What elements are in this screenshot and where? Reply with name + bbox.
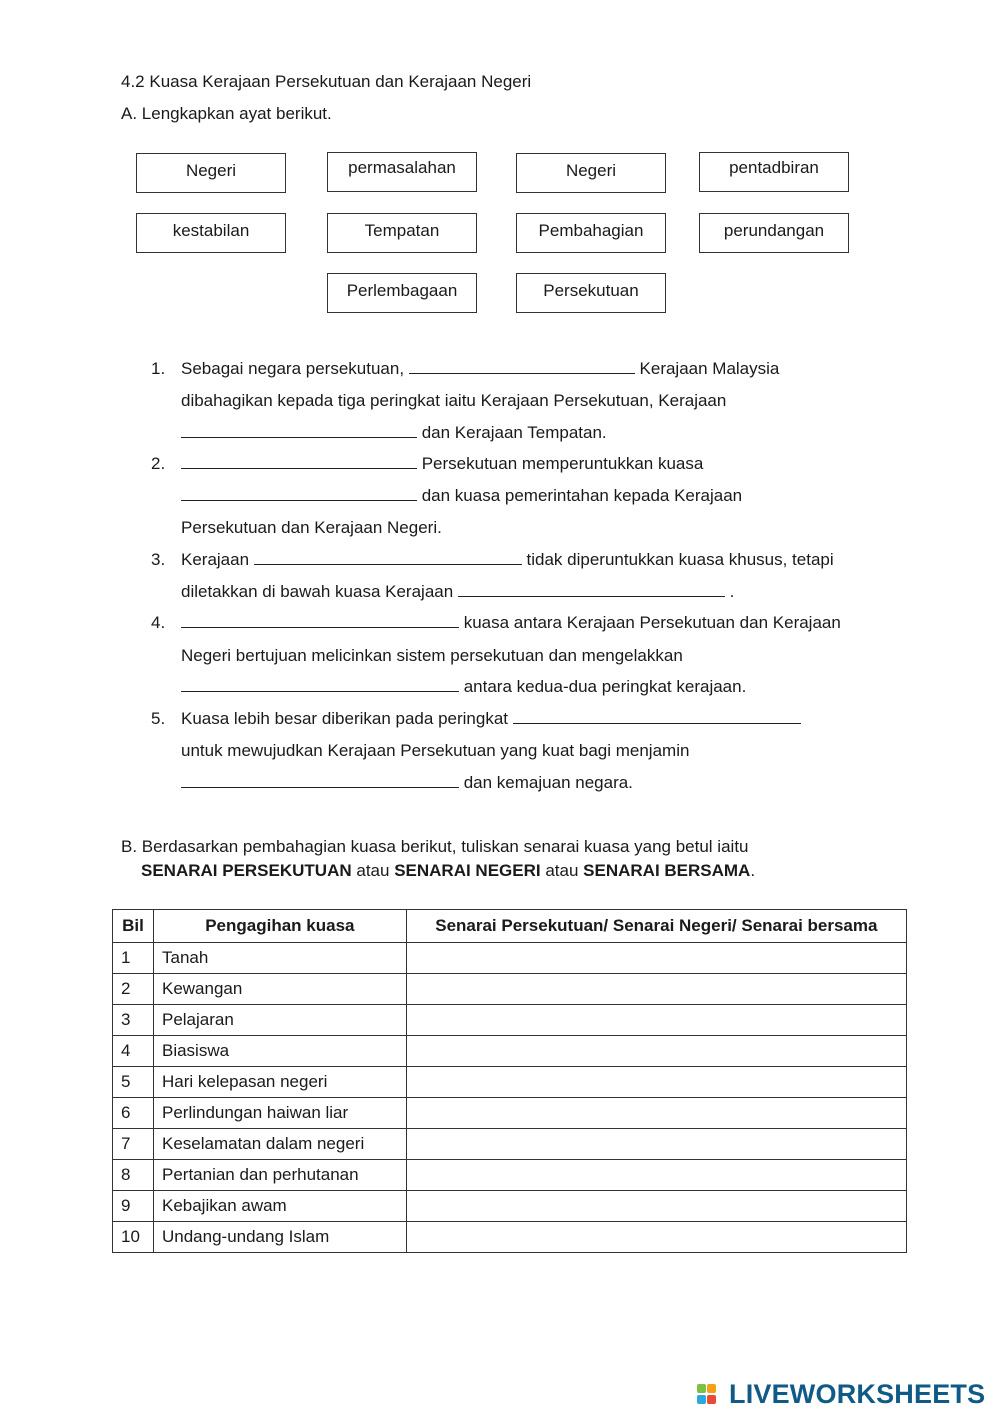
word-bank-item[interactable]: kestabilan [136, 213, 286, 253]
header-senarai: Senarai Persekutuan/ Senarai Negeri/ Senarai bersama [406, 910, 906, 943]
answer-blank[interactable] [181, 677, 459, 692]
question-line [181, 773, 633, 793]
table-row [113, 1036, 907, 1067]
cell-bil: 3 [113, 1005, 154, 1036]
question-line: untuk mewujudkan Kerajaan Persekutuan yang kuat bagi menjamin [181, 741, 690, 760]
question-text: Sebagai negara persekutuan, [181, 359, 409, 378]
word-bank-item[interactable]: Pembahagian [516, 213, 666, 253]
word-bank-item[interactable]: Tempatan [327, 213, 477, 253]
kuasa-table [112, 909, 907, 1253]
option-senarai-negeri: SENARAI NEGERI [394, 861, 541, 880]
liveworksheets-logo-text: LIVEWORKSHEETS [729, 1378, 986, 1409]
cell-answer[interactable] [406, 1005, 906, 1036]
liveworksheets-logo-icon [697, 1380, 727, 1408]
option-period: . [750, 861, 756, 880]
question-text: Kerajaan Malaysia [634, 359, 780, 378]
cell-answer[interactable] [406, 1067, 906, 1098]
table-row [113, 943, 907, 974]
question-line [181, 359, 779, 379]
header-pengagihan: Pengagihan kuasa [153, 910, 406, 943]
question-text: diletakkan di bawah kuasa Kerajaan [181, 582, 458, 601]
question-text: Persekutuan memperuntukkan kuasa [417, 454, 704, 473]
question-line [181, 677, 746, 697]
question-number: 5. [151, 709, 166, 728]
question-line [181, 582, 734, 602]
cell-kuasa: Perlindungan haiwan liar [153, 1098, 406, 1129]
cell-kuasa: Tanah [153, 943, 406, 974]
question-line: Negeri bertujuan melicinkan sistem persekutuan dan mengelakkan [181, 646, 683, 665]
table-header-row [113, 910, 907, 943]
question-text: Kerajaan [181, 550, 254, 569]
table-row [113, 1098, 907, 1129]
cell-answer[interactable] [406, 1160, 906, 1191]
cell-bil: 2 [113, 974, 154, 1005]
cell-kuasa: Biasiswa [153, 1036, 406, 1067]
option-senarai-bersama: SENARAI BERSAMA [583, 861, 751, 880]
table-row [113, 1160, 907, 1191]
question-number: 4. [151, 613, 166, 632]
cell-bil: 10 [113, 1222, 154, 1253]
cell-kuasa: Hari kelepasan negeri [153, 1067, 406, 1098]
question-number: 1. [151, 359, 166, 378]
cell-bil: 9 [113, 1191, 154, 1222]
question-number: 3. [151, 550, 166, 569]
question-line: Persekutuan dan Kerajaan Negeri. [181, 518, 442, 537]
cell-answer[interactable] [406, 943, 906, 974]
question-line [181, 423, 607, 443]
table-row [113, 1005, 907, 1036]
cell-answer[interactable] [406, 1191, 906, 1222]
question-text: dan kemajuan negara. [459, 773, 633, 792]
option-separator: atau [540, 861, 584, 880]
question-text: Kuasa lebih besar diberikan pada peringkat [181, 709, 513, 728]
word-bank-item[interactable]: perundangan [699, 213, 849, 253]
word-bank-item[interactable]: pentadbiran [699, 152, 849, 192]
part-a-instruction: A. Lengkapkan ayat berikut. [121, 104, 332, 123]
table-row [113, 1222, 907, 1253]
question-text: tidak diperuntukkan kuasa khusus, tetapi [521, 550, 834, 569]
answer-blank[interactable] [181, 613, 459, 628]
question-line [181, 454, 703, 474]
answer-blank[interactable] [458, 582, 725, 597]
question-text: . [724, 582, 735, 601]
cell-bil: 1 [113, 943, 154, 974]
option-senarai-persekutuan: SENARAI PERSEKUTUAN [141, 861, 352, 880]
question-number: 2. [151, 454, 166, 473]
question-text: antara kedua-dua peringkat kerajaan. [459, 677, 747, 696]
question-line: dibahagikan kepada tiga peringkat iaitu Kerajaan Persekutuan, Kerajaan [181, 391, 727, 410]
table-row [113, 974, 907, 1005]
answer-blank[interactable] [181, 454, 417, 469]
question-text: kuasa antara Kerajaan Persekutuan dan Kerajaan [459, 613, 841, 632]
question-text: dan kuasa pemerintahan kepada Kerajaan [417, 486, 743, 505]
word-bank-item[interactable]: Negeri [136, 153, 286, 193]
part-b-options [141, 861, 755, 881]
cell-answer[interactable] [406, 1036, 906, 1067]
option-separator: atau [351, 861, 395, 880]
question-line [181, 709, 801, 729]
question-line [181, 613, 841, 633]
question-line [181, 486, 742, 506]
cell-bil: 4 [113, 1036, 154, 1067]
cell-answer[interactable] [406, 974, 906, 1005]
cell-kuasa: Pelajaran [153, 1005, 406, 1036]
cell-bil: 7 [113, 1129, 154, 1160]
question-line [181, 550, 834, 570]
table-row [113, 1129, 907, 1160]
answer-blank[interactable] [513, 709, 801, 724]
answer-blank[interactable] [181, 773, 459, 788]
header-bil: Bil [113, 910, 154, 943]
cell-answer[interactable] [406, 1098, 906, 1129]
cell-answer[interactable] [406, 1222, 906, 1253]
cell-bil: 6 [113, 1098, 154, 1129]
question-text: dan Kerajaan Tempatan. [417, 423, 607, 442]
cell-kuasa: Keselamatan dalam negeri [153, 1129, 406, 1160]
table-row [113, 1067, 907, 1098]
table-row [113, 1191, 907, 1222]
section-title: 4.2 Kuasa Kerajaan Persekutuan dan Kerajaan Negeri [121, 72, 532, 91]
cell-kuasa: Kebajikan awam [153, 1191, 406, 1222]
word-bank-item[interactable]: Persekutuan [516, 273, 666, 313]
cell-bil: 8 [113, 1160, 154, 1191]
answer-blank[interactable] [409, 359, 635, 374]
cell-kuasa: Pertanian dan perhutanan [153, 1160, 406, 1191]
liveworksheets-logo[interactable] [697, 1378, 985, 1410]
cell-bil: 5 [113, 1067, 154, 1098]
answer-blank[interactable] [254, 550, 522, 565]
part-b-instruction: B. Berdasarkan pembahagian kuasa berikut, tuliskan senarai kuasa yang betul iaitu [121, 837, 749, 856]
answer-blank[interactable] [181, 486, 417, 501]
cell-answer[interactable] [406, 1129, 906, 1160]
word-bank-item[interactable]: Negeri [516, 153, 666, 193]
word-bank-item[interactable]: Perlembagaan [327, 273, 477, 313]
answer-blank[interactable] [181, 423, 417, 438]
cell-kuasa: Kewangan [153, 974, 406, 1005]
cell-kuasa: Undang-undang Islam [153, 1222, 406, 1253]
word-bank-item[interactable]: permasalahan [327, 152, 477, 192]
